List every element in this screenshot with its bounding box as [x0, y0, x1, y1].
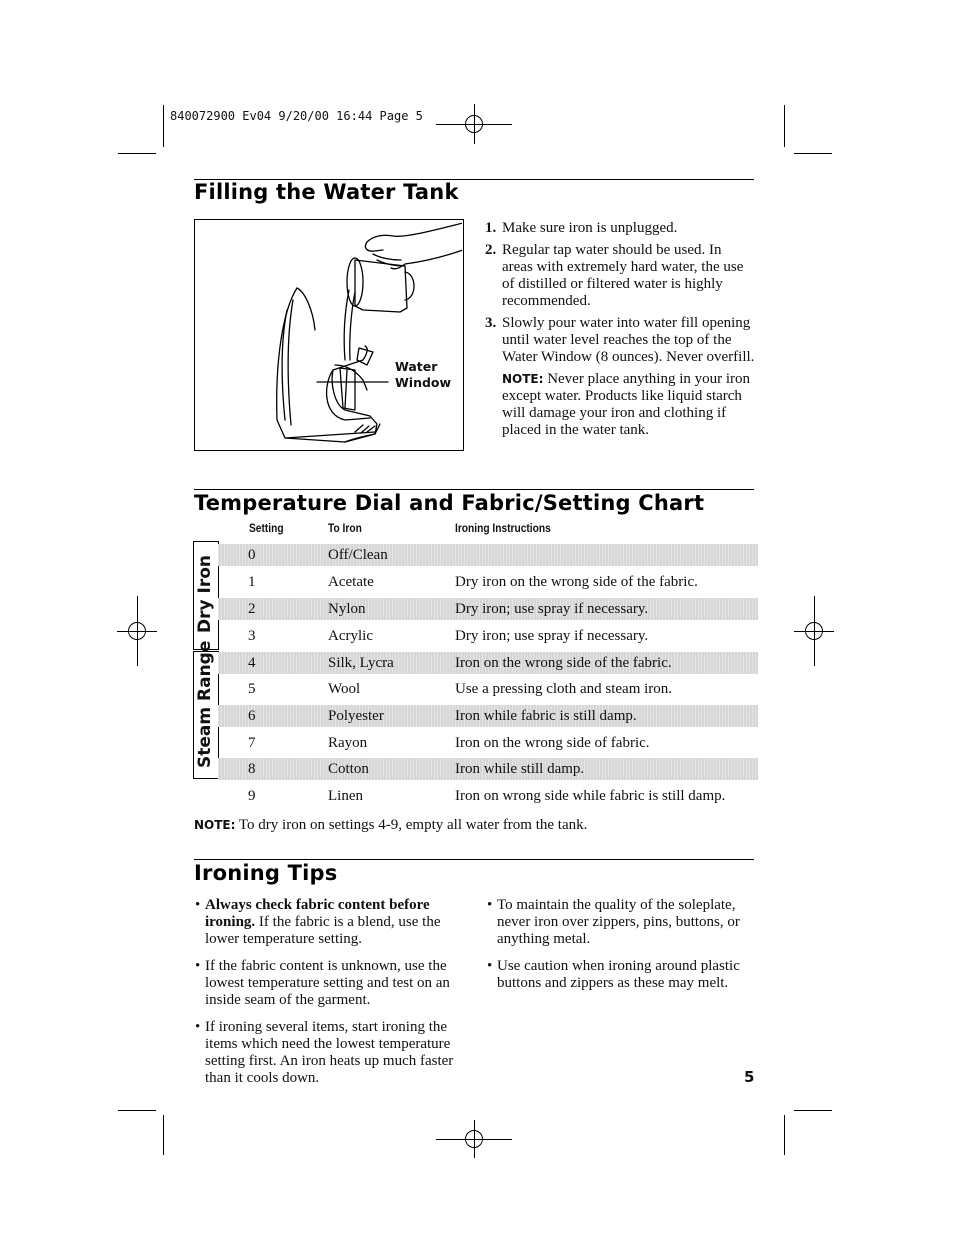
section-rule	[194, 859, 754, 860]
crop-mark	[794, 153, 832, 154]
table-row: 8 Cotton Iron while still damp.	[218, 758, 758, 780]
steam-range-group-label: Steam Range	[195, 640, 215, 768]
registration-mark	[128, 622, 146, 640]
column-header-instructions: Ironing Instructions	[455, 521, 551, 535]
page-number: 5	[744, 1068, 755, 1086]
section-title-filling: Filling the Water Tank	[194, 180, 459, 204]
section-title-chart: Temperature Dial and Fabric/Setting Chart	[194, 491, 705, 515]
table-row: 6 Polyester Iron while fabric is still damp.	[218, 705, 758, 727]
table-row: 0 Off/Clean	[218, 544, 758, 566]
crop-mark	[784, 1115, 785, 1155]
step-item: 3. Slowly pour water into water fill opening until water level reaches the top of the Water Window (8 ounces). Never overfill.	[485, 315, 755, 365]
step-item: 1. Make sure iron is unplugged.	[485, 220, 678, 236]
filling-note: NOTE: Never place anything in your iron except water. Products like liquid starch will damage your iron and clothing if placed in the water tank.	[502, 371, 751, 438]
list-item: • To maintain the quality of the soleplate, never iron over zippers, pins, buttons, or anything metal.	[487, 897, 740, 947]
table-row: 1 Acetate Dry iron on the wrong side of the fabric.	[248, 574, 698, 590]
table-row: 2 Nylon Dry iron; use spray if necessary.	[218, 598, 758, 620]
crop-mark	[163, 1115, 164, 1155]
step-item: 2. Regular tap water should be used. In areas with extremely hard water, the use of distilled or filtered water is highly recommended.	[485, 242, 744, 309]
crop-mark	[794, 1110, 832, 1111]
table-row: 5 Wool Use a pressing cloth and steam iron.	[248, 681, 673, 697]
list-item: • If the fabric content is unknown, use the lowest temperature setting and test on an inside seam of the garment.	[195, 958, 450, 1008]
iron-filling-icon	[195, 220, 462, 449]
list-item: • Always check fabric content before ironing. If the fabric is a blend, use the lower temperature setting.	[195, 897, 441, 947]
water-window-label: Water Window	[395, 359, 452, 390]
column-header-setting: Setting	[249, 521, 284, 535]
filling-illustration	[194, 219, 464, 451]
crop-mark	[118, 153, 156, 154]
list-item: • Use caution when ironing around plastic buttons and zippers as these may melt.	[487, 958, 740, 991]
crop-mark	[163, 105, 164, 147]
section-rule	[194, 489, 754, 490]
table-row: 9 Linen Iron on wrong side while fabric is still damp.	[248, 788, 726, 804]
crop-mark	[118, 1110, 156, 1111]
chart-note: NOTE: To dry iron on settings 4-9, empty all water from the tank.	[194, 817, 588, 833]
print-slug: 840072900 Ev04 9/20/00 16:44 Page 5	[170, 109, 423, 123]
table-row: 3 Acrylic Dry iron; use spray if necessary.	[248, 628, 649, 644]
filling-steps	[485, 220, 755, 439]
steps-list	[485, 220, 755, 366]
section-title-tips: Ironing Tips	[194, 861, 338, 885]
table-row: 7 Rayon Iron on the wrong side of fabric.	[248, 735, 650, 751]
column-header-to-iron: To Iron	[328, 521, 362, 535]
registration-mark	[465, 1130, 483, 1148]
registration-mark	[805, 622, 823, 640]
crop-mark	[784, 105, 785, 147]
dry-iron-group-label: Dry Iron	[195, 555, 215, 633]
registration-mark	[465, 115, 483, 133]
table-row: 4 Silk, Lycra Iron on the wrong side of the fabric.	[218, 652, 758, 674]
list-item: • If ironing several items, start ironing the items which need the lowest temperature setting first. An iron heats up much faster than it cools down.	[195, 1019, 454, 1086]
